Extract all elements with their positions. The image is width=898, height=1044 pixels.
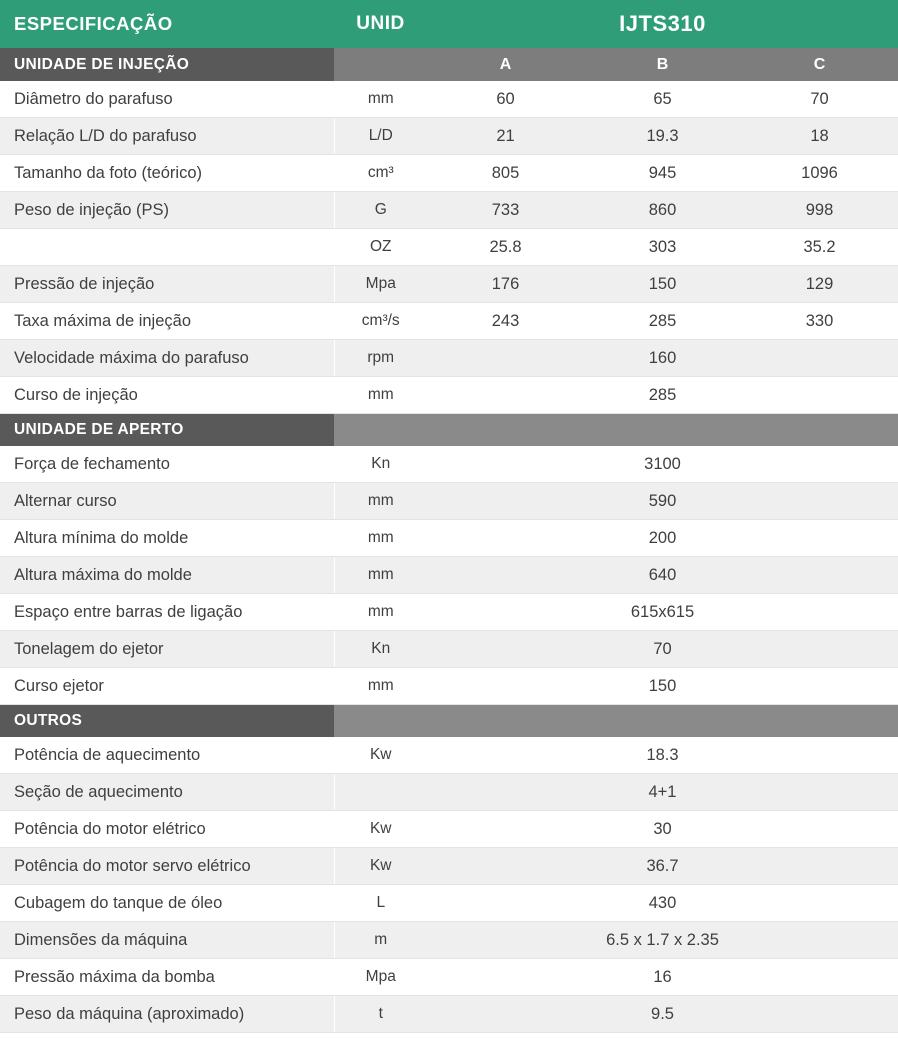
row-unit: G	[334, 192, 427, 229]
row-label: Tamanho da foto (teórico)	[0, 155, 334, 192]
row-unit: mm	[334, 81, 427, 118]
row-unit: Kw	[334, 848, 427, 885]
header-unit: UNID	[334, 0, 427, 48]
row-value-b: 860	[584, 192, 741, 229]
table-row	[0, 118, 898, 155]
row-value: 6.5 x 1.7 x 2.35	[427, 922, 898, 959]
row-label: Velocidade máxima do parafuso	[0, 340, 334, 377]
variant-column-b: B	[584, 48, 741, 81]
row-value: 615x615	[427, 594, 898, 631]
table-row	[0, 996, 898, 1033]
table-row	[0, 922, 898, 959]
table-row	[0, 668, 898, 705]
table-row	[0, 594, 898, 631]
row-value: 16	[427, 959, 898, 996]
section-bar-fill	[427, 414, 898, 447]
row-value-a: 243	[427, 303, 584, 340]
row-unit	[334, 774, 427, 811]
row-label: Curso de injeção	[0, 377, 334, 414]
row-unit: t	[334, 996, 427, 1033]
row-value-a: 60	[427, 81, 584, 118]
table-row	[0, 377, 898, 414]
row-unit: mm	[334, 668, 427, 705]
section-bar-fill	[334, 705, 427, 738]
row-value-a: 733	[427, 192, 584, 229]
row-value: 640	[427, 557, 898, 594]
row-value: 590	[427, 483, 898, 520]
row-value-b: 945	[584, 155, 741, 192]
row-label: Dimensões da máquina	[0, 922, 334, 959]
row-value-c: 1096	[741, 155, 898, 192]
row-label: Diâmetro do parafuso	[0, 81, 334, 118]
table-row	[0, 155, 898, 192]
row-value: 4+1	[427, 774, 898, 811]
variant-column-c: C	[741, 48, 898, 81]
table-row	[0, 811, 898, 848]
section-title-2: OUTROS	[0, 705, 334, 738]
table-row	[0, 737, 898, 774]
row-value-c: 998	[741, 192, 898, 229]
section-bar-fill	[427, 705, 898, 738]
row-label: Peso da máquina (aproximado)	[0, 996, 334, 1033]
row-value: 285	[427, 377, 898, 414]
table-row	[0, 229, 898, 266]
row-value: 150	[427, 668, 898, 705]
row-unit: mm	[334, 377, 427, 414]
row-label: Altura mínima do molde	[0, 520, 334, 557]
row-unit: mm	[334, 520, 427, 557]
row-value-b: 150	[584, 266, 741, 303]
row-value-b: 303	[584, 229, 741, 266]
row-unit: Kw	[334, 737, 427, 774]
row-value: 160	[427, 340, 898, 377]
row-unit: cm³	[334, 155, 427, 192]
table-row	[0, 885, 898, 922]
row-label: Curso ejetor	[0, 668, 334, 705]
section-header-row	[0, 48, 898, 81]
row-value-b: 65	[584, 81, 741, 118]
table-row	[0, 520, 898, 557]
row-value-a: 805	[427, 155, 584, 192]
row-label: Seção de aquecimento	[0, 774, 334, 811]
row-unit: L/D	[334, 118, 427, 155]
row-unit: Kn	[334, 446, 427, 483]
row-unit: mm	[334, 594, 427, 631]
row-value-b: 285	[584, 303, 741, 340]
row-value-a: 21	[427, 118, 584, 155]
row-value: 70	[427, 631, 898, 668]
row-value: 18.3	[427, 737, 898, 774]
table-row	[0, 774, 898, 811]
row-label: Força de fechamento	[0, 446, 334, 483]
row-unit: Kw	[334, 811, 427, 848]
row-unit: mm	[334, 557, 427, 594]
table-row	[0, 446, 898, 483]
row-value-c: 129	[741, 266, 898, 303]
row-label: Potência do motor servo elétrico	[0, 848, 334, 885]
row-unit: Mpa	[334, 266, 427, 303]
row-value-a: 25.8	[427, 229, 584, 266]
variant-column-a: A	[427, 48, 584, 81]
section-title-1: UNIDADE DE APERTO	[0, 414, 334, 447]
row-value: 9.5	[427, 996, 898, 1033]
row-label: Cubagem do tanque de óleo	[0, 885, 334, 922]
header-model: IJTS310	[427, 0, 898, 48]
table-header-row	[0, 0, 898, 48]
table-row	[0, 266, 898, 303]
row-unit: Mpa	[334, 959, 427, 996]
row-value: 30	[427, 811, 898, 848]
row-label: Alternar curso	[0, 483, 334, 520]
row-unit: rpm	[334, 340, 427, 377]
table-row	[0, 81, 898, 118]
table-row	[0, 192, 898, 229]
row-unit: Kn	[334, 631, 427, 668]
table-row	[0, 303, 898, 340]
row-value-c: 70	[741, 81, 898, 118]
row-value: 200	[427, 520, 898, 557]
section-header-row	[0, 705, 898, 738]
row-unit: mm	[334, 483, 427, 520]
row-value-c: 35.2	[741, 229, 898, 266]
row-unit: cm³/s	[334, 303, 427, 340]
row-label	[0, 229, 334, 266]
table-row	[0, 848, 898, 885]
row-value: 430	[427, 885, 898, 922]
row-value-a: 176	[427, 266, 584, 303]
row-label: Potência do motor elétrico	[0, 811, 334, 848]
row-label: Tonelagem do ejetor	[0, 631, 334, 668]
row-label: Espaço entre barras de ligação	[0, 594, 334, 631]
row-label: Pressão máxima da bomba	[0, 959, 334, 996]
row-label: Taxa máxima de injeção	[0, 303, 334, 340]
header-specification: ESPECIFICAÇÃO	[0, 0, 334, 48]
row-value-c: 330	[741, 303, 898, 340]
row-unit: m	[334, 922, 427, 959]
row-value: 3100	[427, 446, 898, 483]
row-label: Pressão de injeção	[0, 266, 334, 303]
section-unit-spacer	[334, 48, 427, 81]
section-header-row	[0, 414, 898, 447]
row-label: Relação L/D do parafuso	[0, 118, 334, 155]
row-unit: L	[334, 885, 427, 922]
row-value: 36.7	[427, 848, 898, 885]
row-label: Peso de injeção (PS)	[0, 192, 334, 229]
table-row	[0, 631, 898, 668]
section-title-0: UNIDADE DE INJEÇÃO	[0, 48, 334, 81]
row-value-c: 18	[741, 118, 898, 155]
row-label: Altura máxima do molde	[0, 557, 334, 594]
row-value-b: 19.3	[584, 118, 741, 155]
row-unit: OZ	[334, 229, 427, 266]
row-label: Potência de aquecimento	[0, 737, 334, 774]
table-row	[0, 959, 898, 996]
table-row	[0, 483, 898, 520]
table-row	[0, 340, 898, 377]
table-row	[0, 557, 898, 594]
section-bar-fill	[334, 414, 427, 447]
